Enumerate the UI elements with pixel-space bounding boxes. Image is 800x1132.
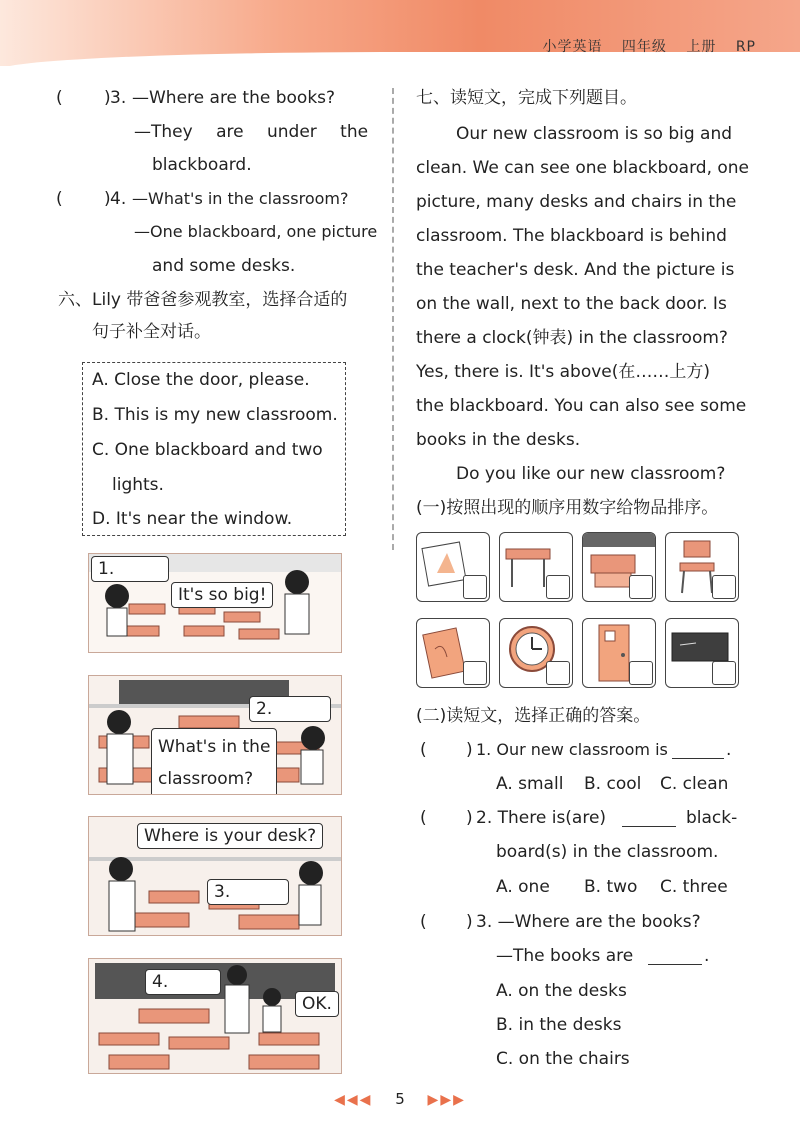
section6-title: 六、Lily 带爸爸参观教室，选择合适的 bbox=[58, 290, 348, 310]
scene-4-speech-bubble bbox=[295, 991, 339, 1017]
part1-title: (一)按照出现的顺序用数字给物品排序。 bbox=[416, 498, 719, 518]
scene-3 bbox=[88, 816, 342, 936]
option-a: A. Close the door, please. bbox=[92, 370, 310, 390]
scene-3-speech-bubble bbox=[137, 823, 323, 849]
r-q1-option-a: A. small bbox=[496, 774, 564, 794]
r-q2-paren-open: ( bbox=[420, 808, 427, 828]
q4-number: 4. bbox=[110, 189, 127, 209]
scene-2-speech-line2: classroom? bbox=[158, 769, 254, 789]
chair-icon bbox=[665, 532, 739, 602]
passage-line-7: there a clock(钟表) in the classroom? bbox=[416, 328, 728, 348]
scene-2-speech-line1: What's in the bbox=[158, 737, 271, 757]
q4-paren-close: ) bbox=[104, 189, 111, 209]
r-q2-stem: 2. There is(are) bbox=[476, 808, 607, 828]
passage-line-2: clean. We can see one blackboard, one bbox=[416, 158, 750, 178]
door-icon bbox=[582, 618, 656, 688]
r-q3-blank[interactable] bbox=[648, 946, 702, 970]
passage-line-5: the teacher's desk. And the picture is bbox=[416, 260, 735, 280]
r-q1-paren-close: ) bbox=[466, 740, 473, 760]
header-subject: 小学英语 bbox=[542, 39, 603, 55]
q3-answer-line2: blackboard. bbox=[152, 155, 252, 175]
q4-answer-line1: —One blackboard, one picture bbox=[134, 222, 378, 241]
r-q3-option-c: C. on the chairs bbox=[496, 1049, 630, 1069]
next-arrows-icon: ▶▶▶ bbox=[427, 1092, 466, 1108]
option-c-cont: lights. bbox=[112, 475, 164, 495]
page-footer bbox=[0, 1090, 800, 1108]
passage-line-10: books in the desks. bbox=[416, 430, 581, 450]
option-d: D. It's near the window. bbox=[92, 509, 293, 529]
scene-1-number: 1. bbox=[98, 559, 115, 579]
header-grade: 四年级 bbox=[621, 39, 667, 55]
q4-question: —What's in the classroom? bbox=[132, 189, 349, 208]
teachers-desk-icon bbox=[582, 532, 656, 602]
scene-4-number: 4. bbox=[152, 972, 169, 992]
option-b: B. This is my new classroom. bbox=[92, 405, 338, 425]
r-q2-paren-close: ) bbox=[466, 808, 473, 828]
q3-answer-line1: —They are under the bbox=[134, 122, 369, 142]
r-q3-paren-open: ( bbox=[420, 912, 427, 932]
scene-2-speech-bubble bbox=[151, 728, 277, 795]
r-q1-paren-open: ( bbox=[420, 740, 427, 760]
scene-4-blank-bubble bbox=[145, 969, 221, 995]
q4-answer-line2: and some desks. bbox=[152, 256, 296, 276]
scene-2-number: 2. bbox=[256, 699, 273, 719]
r-q2-option-b: B. two bbox=[584, 877, 638, 897]
book-icon bbox=[416, 618, 490, 688]
passage-line-8: Yes, there is. It's above(在……上方) bbox=[416, 362, 711, 382]
q4-paren-open: ( bbox=[56, 189, 63, 209]
scene-2 bbox=[88, 675, 342, 795]
r-q1-option-b: B. cool bbox=[584, 774, 642, 794]
q3-question: —Where are the books? bbox=[132, 88, 336, 108]
scene-3-blank-bubble bbox=[207, 879, 289, 905]
passage-line-3: picture, many desks and chairs in the bbox=[416, 192, 737, 212]
r-q2-option-c: C. three bbox=[660, 877, 728, 897]
section7-title: 七、读短文，完成下列题目。 bbox=[416, 88, 637, 108]
r-q1-end: . bbox=[726, 740, 732, 760]
section6-title-line2: 句子补全对话。 bbox=[92, 322, 211, 342]
header-volume: 上册 bbox=[686, 39, 717, 55]
column-divider bbox=[392, 88, 394, 550]
q3-number: 3. bbox=[110, 88, 127, 108]
header-edition: RP bbox=[735, 39, 756, 55]
scene-4 bbox=[88, 958, 342, 1074]
passage-line-6: on the wall, next to the back door. Is bbox=[416, 294, 727, 314]
r-q2-option-a: A. one bbox=[496, 877, 550, 897]
passage-line-4: classroom. The blackboard is behind bbox=[416, 226, 727, 246]
scene-1-speech-text: It's so big! bbox=[178, 585, 267, 605]
r-q3-option-a: A. on the desks bbox=[496, 981, 627, 1001]
picture-icon bbox=[416, 532, 490, 602]
header-info bbox=[528, 36, 756, 56]
passage-line-9: the blackboard. You can also see some bbox=[416, 396, 747, 416]
scene-1-speech-bubble bbox=[171, 582, 273, 608]
r-q2-line2: board(s) in the classroom. bbox=[496, 842, 719, 862]
r-q1-blank[interactable] bbox=[672, 740, 724, 764]
r-q3-stem: 3. —Where are the books? bbox=[476, 912, 701, 932]
q3-paren-close: ) bbox=[104, 88, 111, 108]
r-q3-line2: —The books are bbox=[496, 946, 634, 966]
r-q1-option-c: C. clean bbox=[660, 774, 729, 794]
part2-title: (二)读短文，选择正确的答案。 bbox=[416, 706, 651, 726]
scene-3-speech-text: Where is your desk? bbox=[144, 826, 317, 846]
scene-1 bbox=[88, 553, 342, 653]
r-q2-blank[interactable] bbox=[622, 808, 676, 832]
page-number: 5 bbox=[395, 1090, 405, 1108]
option-c: C. One blackboard and two bbox=[92, 440, 323, 460]
r-q3-end: . bbox=[704, 946, 710, 966]
r-q3-paren-close: ) bbox=[466, 912, 473, 932]
q3-paren-open: ( bbox=[56, 88, 63, 108]
desk-icon bbox=[499, 532, 573, 602]
r-q3-option-b: B. in the desks bbox=[496, 1015, 622, 1035]
passage-line-11: Do you like our new classroom? bbox=[456, 464, 726, 484]
r-q1-stem: 1. Our new classroom is bbox=[476, 740, 668, 759]
blackboard-icon bbox=[665, 618, 739, 688]
scene-4-speech-text: OK. bbox=[302, 994, 332, 1014]
scene-3-number: 3. bbox=[214, 882, 231, 902]
passage-line-1: Our new classroom is so big and bbox=[456, 124, 733, 144]
scene-2-blank-bubble bbox=[249, 696, 331, 722]
prev-arrows-icon: ◀◀◀ bbox=[334, 1092, 373, 1108]
clock-icon bbox=[499, 618, 573, 688]
scene-1-blank-bubble bbox=[91, 556, 169, 582]
r-q2-tail: black- bbox=[686, 808, 738, 828]
